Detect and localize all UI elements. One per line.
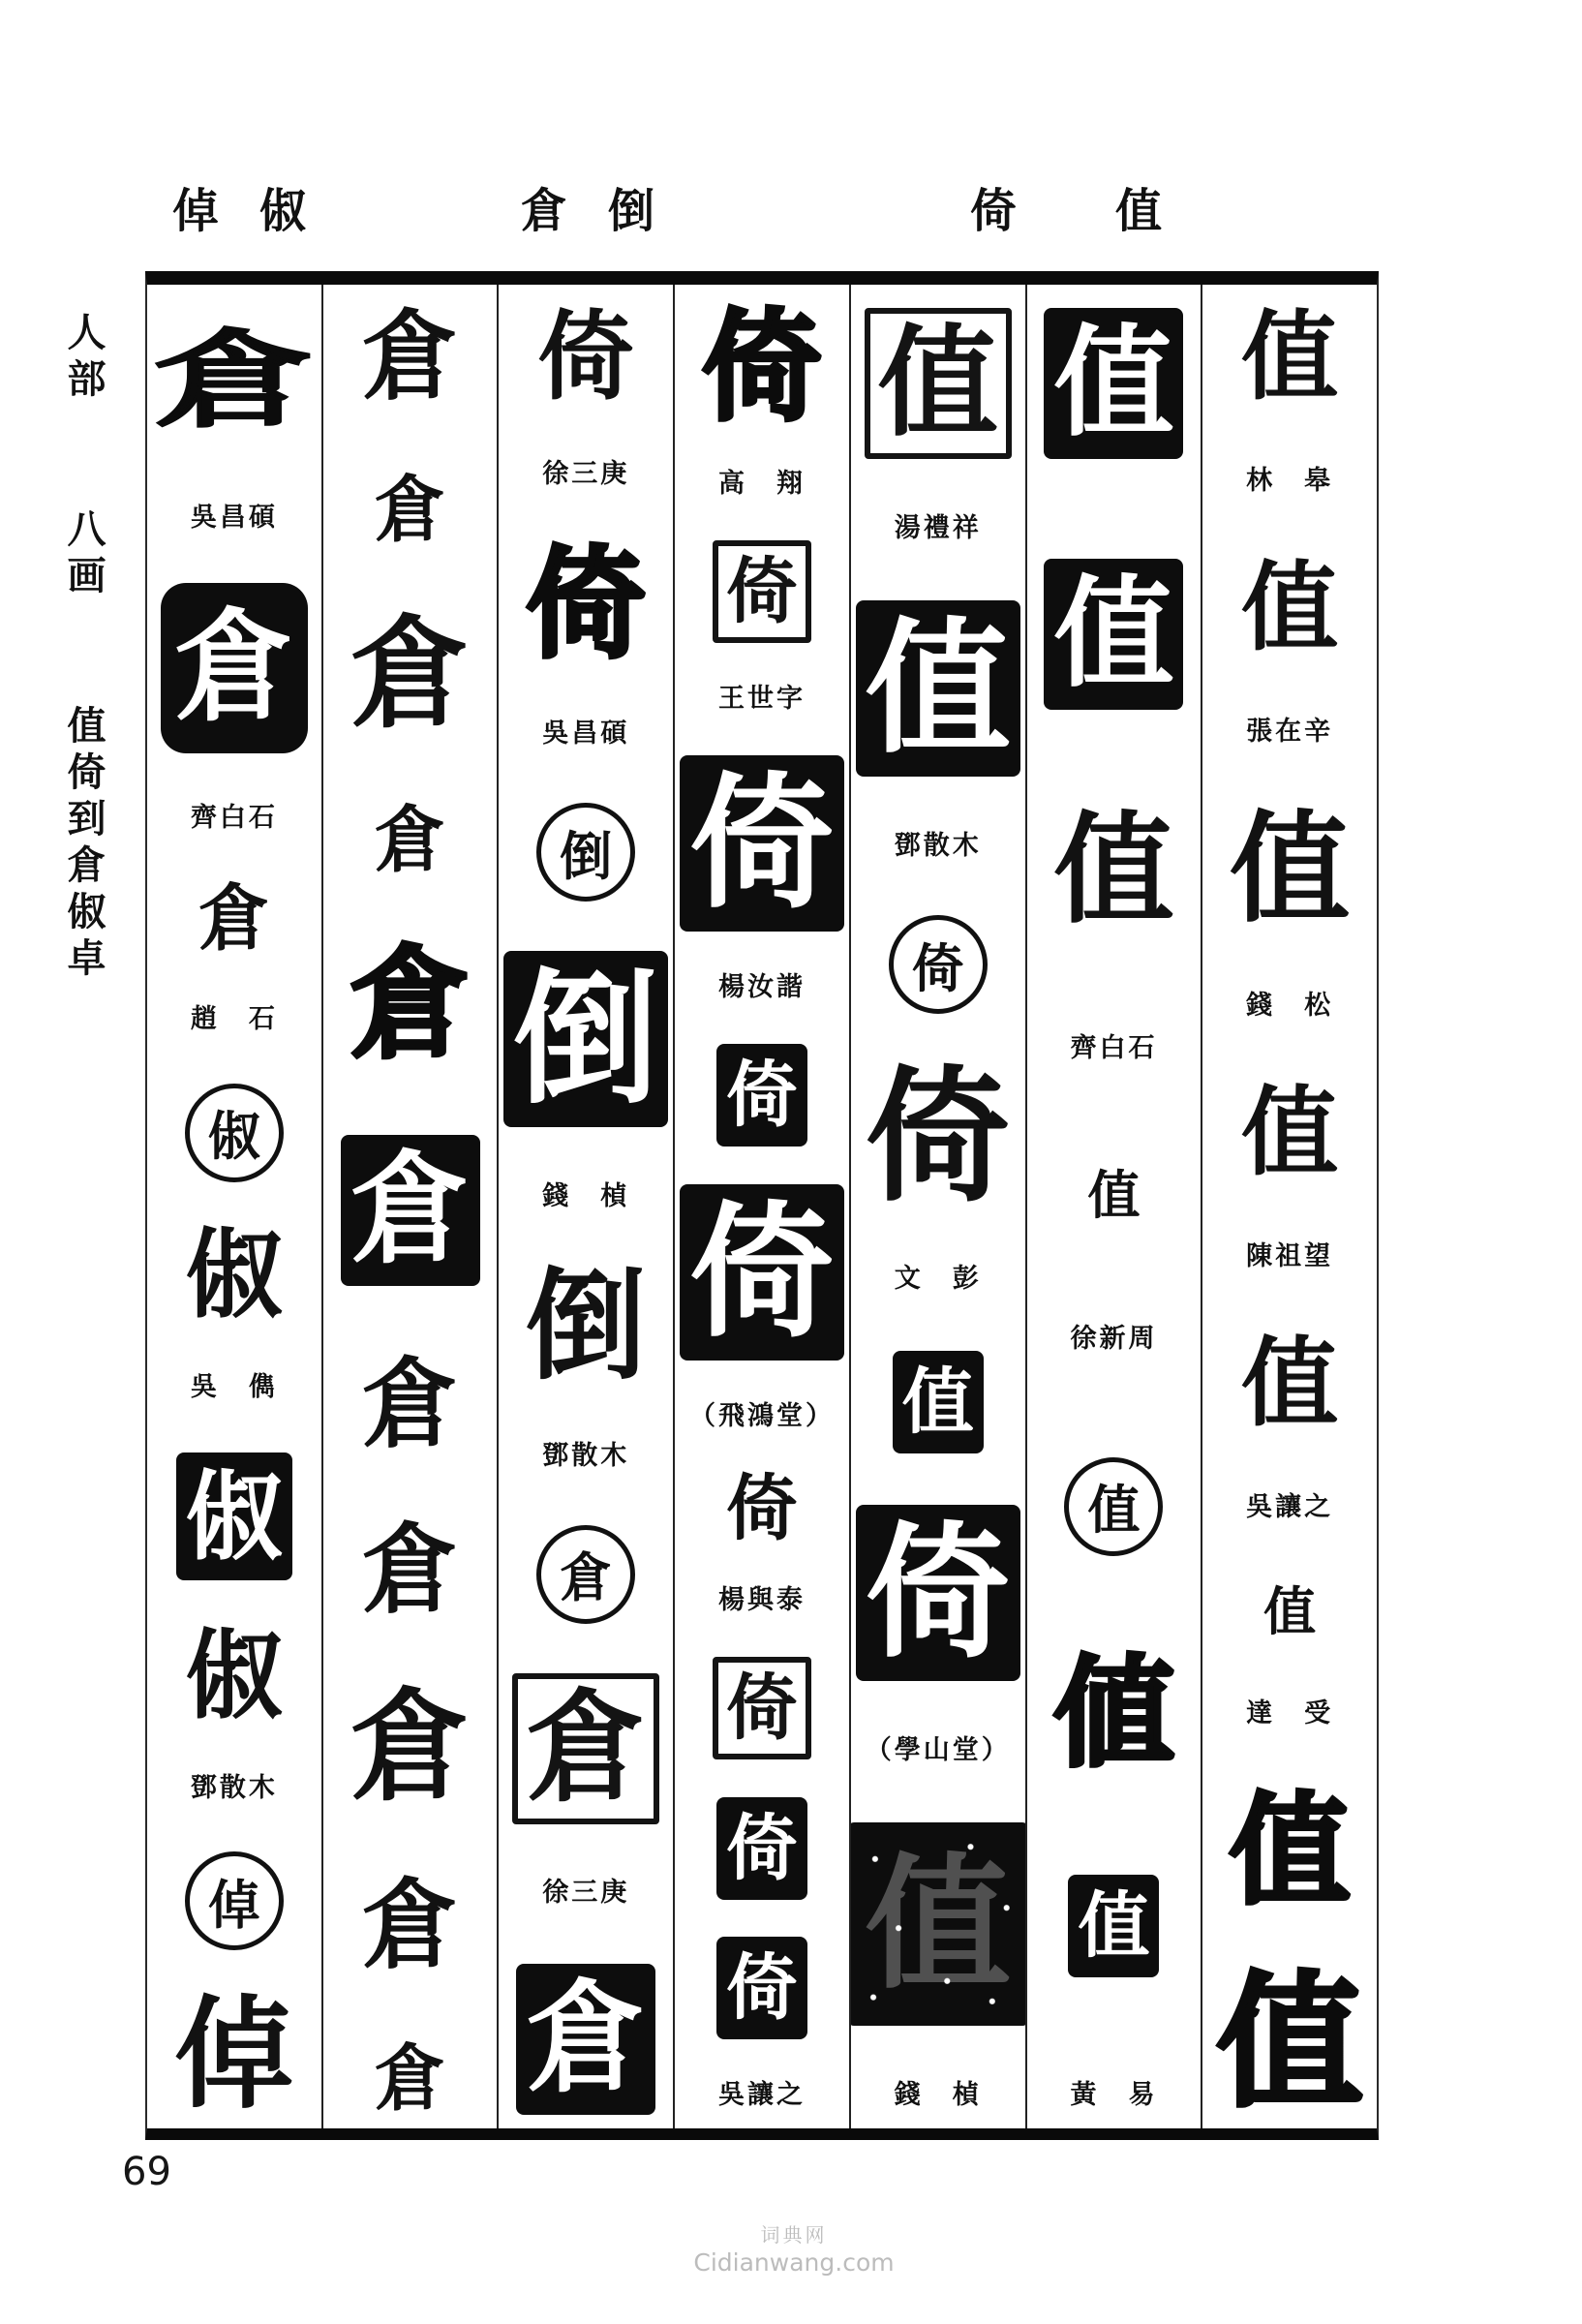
carver-label: 錢 楨 [542,1180,630,1211]
carver-label: 吳讓之 [1246,1492,1334,1522]
seal-impression: 俶 [176,1452,292,1580]
seal-impression: 倉 [361,299,459,413]
carver-label: 吳 儁 [190,1371,278,1402]
seal-impression: 倚 [716,1937,807,2039]
header-char-yi: 倚 [970,184,1018,238]
seal-impression: 值 [1044,308,1183,459]
section-sidebar [61,312,106,984]
seal-impression: 倉 [198,877,270,962]
character-list-label: 值倚到倉俶卓 [61,705,106,984]
seal-impression: 值 [1241,550,1339,664]
seal-impression: 倉 [350,604,471,746]
watermark-cn: 词典网 [760,2223,828,2247]
carver-label: 趙 石 [190,1004,278,1035]
seal-impression: 值 [1241,299,1339,413]
seal-impression: 值 [856,600,1020,777]
carver-label: 楊與泰 [718,1584,806,1615]
carver-label: 高 翔 [718,468,806,499]
header-char-cang: 倉 [521,184,568,238]
seal-impression: 値 [1053,1643,1174,1785]
seal-impression: 倉 [516,1964,655,2115]
column-4 [675,285,851,2128]
seal-impression: 倉 [512,1673,659,1824]
seal-impression: 倒 [503,951,668,1127]
carver-label: 林 皋 [1246,466,1334,496]
header-char-zhuo: 倬 [172,184,220,238]
column-2 [323,285,500,2128]
carver-label: 鄧散木 [190,1772,278,1803]
carver-label: 鄧散木 [894,831,982,862]
seal-impression: 值 [1230,1781,1351,1921]
section-marker-circle: 值 [1064,1457,1163,1556]
carver-label: 徐新周 [1070,1324,1158,1355]
seal-impression: 倚 [713,1657,811,1759]
watermark [678,2223,910,2278]
seal-impression: 俶 [185,1618,283,1733]
stroke-count-label: 八画 [61,508,106,601]
carver-label: 陳祖望 [1246,1241,1334,1271]
seal-impression: 倬 [173,1983,294,2125]
seal-impression: 值 [1087,1163,1141,1226]
seal-impression: 值 [1263,1580,1317,1642]
carver-label: 齊白石 [1070,1033,1158,1064]
seal-impression: 倉 [361,1513,459,1628]
carver-label: 湯禮祥 [894,513,982,544]
section-marker-circle: 俶 [185,1084,284,1182]
seal-impression: 倚 [526,534,647,675]
seal-impression: 值 [1053,799,1174,940]
seal-impression: 倚 [865,1051,1011,1222]
seal-impression: 倉 [350,1676,471,1818]
column-7 [1202,285,1377,2128]
seal-impression: 倚 [716,1044,807,1147]
seal-impression: 值 [893,1351,984,1453]
seal-impression: 倉 [361,1346,459,1461]
column-3 [499,285,675,2128]
seal-impression: 倉 [341,1135,480,1286]
carver-label: 吳讓之 [718,2079,806,2110]
carver-label: 王世字 [718,683,806,714]
seal-impression: 倉 [361,1868,459,1983]
seal-impression: 值 [1241,1075,1339,1189]
seal-impression: 倉 [374,468,446,552]
column-1 [147,285,323,2128]
seal-impression: 倚 [680,1184,844,1361]
carver-label: 鄧散木 [542,1441,630,1471]
carver-label: 錢 松 [1246,991,1334,1021]
carver-label: 文 彭 [894,1264,982,1295]
carver-label: （飛鴻堂） [689,1400,836,1431]
carver-label: 黃 易 [1070,2079,1158,2110]
section-marker-circle: 倚 [889,915,988,1014]
seal-impression: 倚 [702,297,823,438]
seal-impression: 倚 [537,299,635,413]
carver-label: 楊汝諧 [718,971,806,1002]
seal-table [145,271,1379,2140]
seal-impression: 倉 [350,934,471,1076]
carver-label: 達 受 [1246,1698,1334,1728]
carver-label: 張在辛 [1246,717,1334,747]
seal-impression: 倉 [374,798,446,882]
carver-label: 錢 楨 [894,2079,982,2110]
section-marker-circle: 倬 [185,1851,284,1950]
section-marker-circle: 倒 [536,803,635,902]
seal-impression: 值 [1241,1326,1339,1440]
section-marker-circle: 倉 [536,1525,635,1624]
seal-impression: 值 [1230,799,1351,939]
seal-impression: 倚 [716,1797,807,1900]
carver-label: 齊白石 [190,802,278,833]
seal-impression: 值 [1068,1875,1159,1977]
seal-impression: 倉 [161,583,308,753]
header-char-zhi: 值 [1115,184,1163,238]
column-6 [1027,285,1203,2128]
seal-impression: 值 [1044,559,1183,710]
watermark-url: Cidianwang.com [693,2248,895,2277]
seal-impression: 倚 [680,755,844,932]
carver-label: 吳昌碩 [542,719,630,749]
carver-label: （學山堂） [865,1735,1011,1766]
seal-impression: 倚 [726,1467,799,1551]
seal-impression: 倒 [526,1256,647,1397]
column-5 [851,285,1027,2128]
seal-impression: 倚 [713,540,811,643]
seal-impression: 俶 [185,1217,283,1332]
seal-impression: 值 [865,308,1012,459]
radical-label: 人部 [61,312,106,405]
page-number: 69 [122,2150,171,2194]
seal-impression: 倉 [152,319,316,443]
seal-impression: 倚 [856,1505,1020,1681]
seal-impression: 值 [851,1822,1027,2026]
carver-label: 徐三庚 [542,1878,630,1909]
header-char-chu: 俶 [259,184,307,238]
header-char-dao: 倒 [608,184,655,238]
carver-label: 吳昌碩 [190,502,278,533]
seal-impression: 倉 [374,2036,446,2121]
seal-impression: 值 [1217,1957,1363,2127]
carver-label: 徐三庚 [542,458,630,489]
